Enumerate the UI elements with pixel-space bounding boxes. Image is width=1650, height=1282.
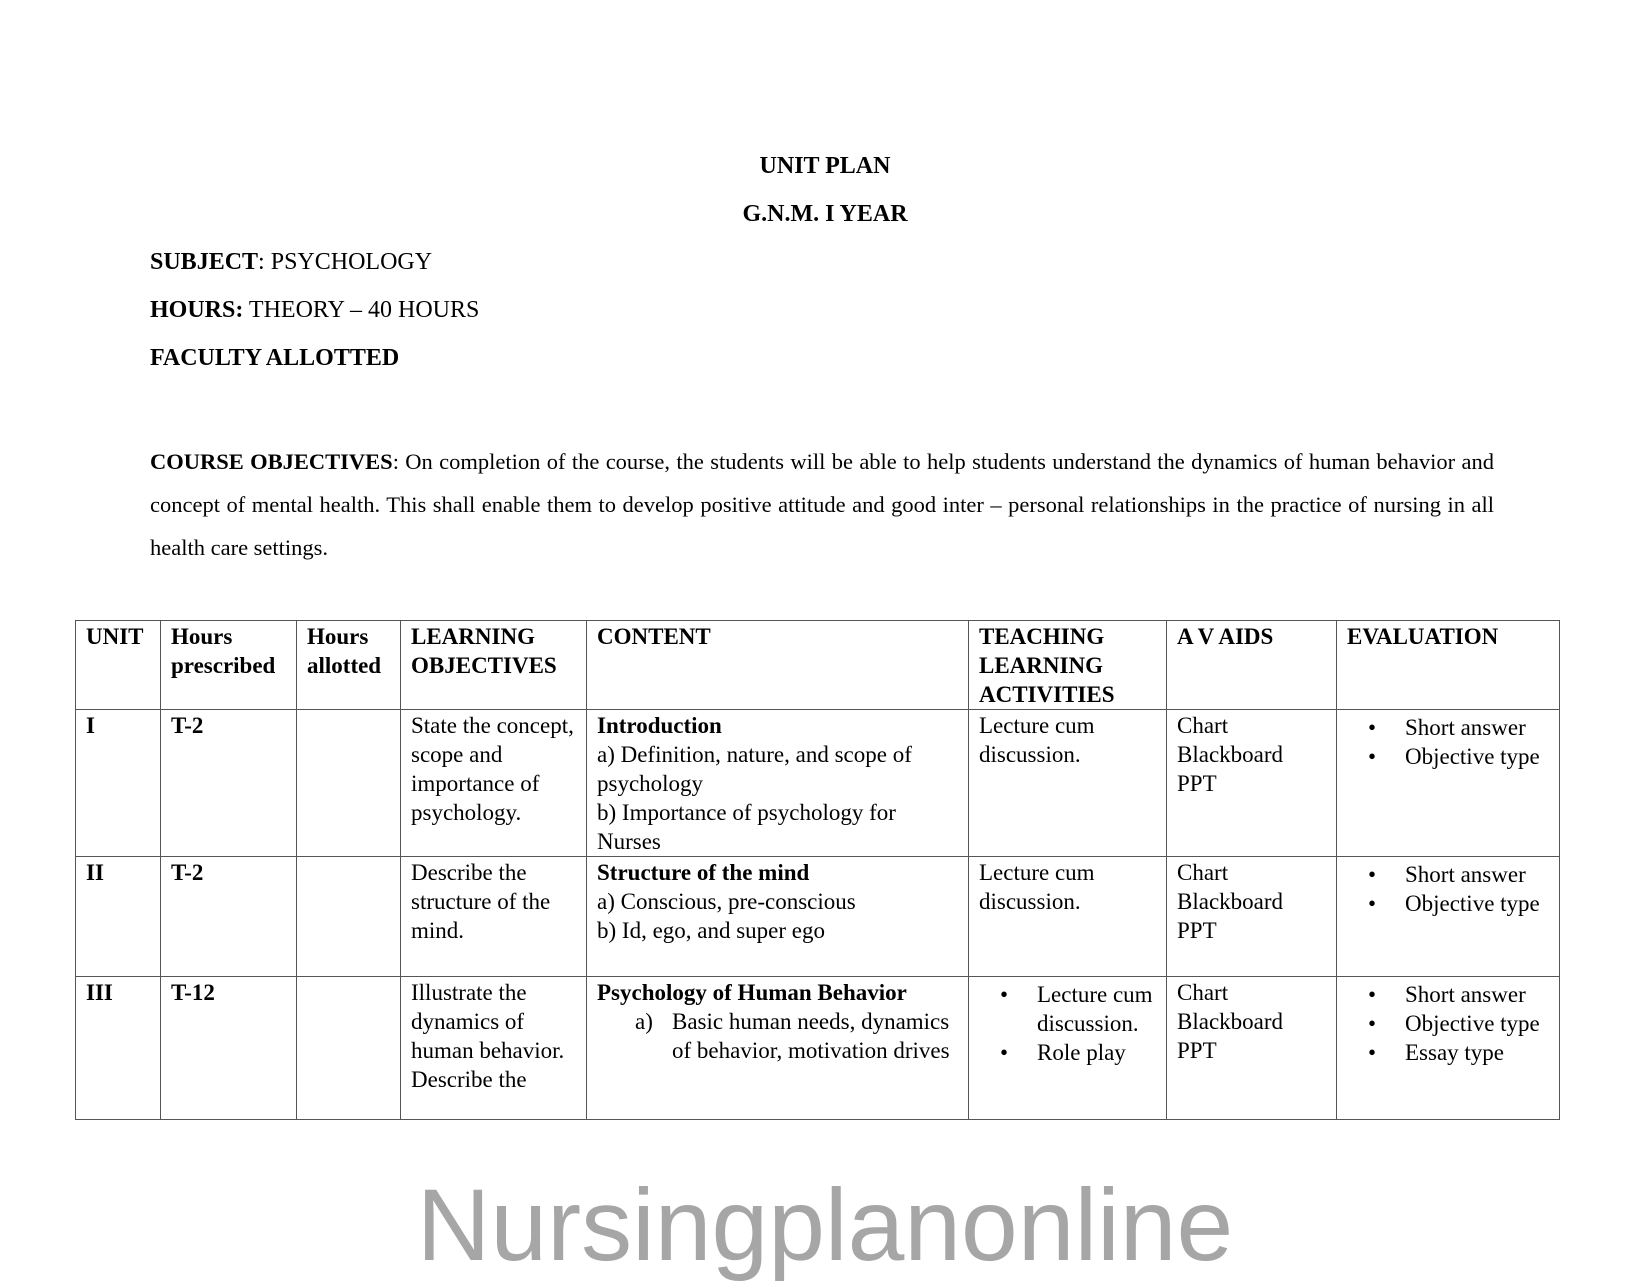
- evaluation-item: • Objective type: [1405, 1009, 1549, 1038]
- content-heading: Psychology of Human Behavior: [597, 980, 907, 1005]
- av-aids-cell: [1167, 710, 1337, 857]
- header-teaching-activities: TEACHING LEARNING ACTIVITIES: [969, 621, 1167, 710]
- evaluation-item: • Short answer: [1405, 980, 1549, 1009]
- av-aid: Blackboard: [1177, 1009, 1284, 1034]
- header-evaluation: EVALUATION: [1337, 621, 1560, 710]
- content-cell: [587, 977, 969, 1120]
- evaluation-list: [1347, 713, 1549, 771]
- teaching-activities-list: [979, 980, 1156, 1067]
- watermark: Nursingplanonline: [416, 1168, 1234, 1282]
- teaching-activity: • Role play: [1037, 1038, 1156, 1067]
- content-line: b) Importance of psychology for Nurses: [597, 800, 896, 854]
- av-aid: PPT: [1177, 771, 1217, 796]
- content-list: [597, 1007, 958, 1065]
- content-heading: Structure of the mind: [597, 860, 810, 885]
- content-list-marker: a): [635, 1009, 653, 1034]
- content-cell: [587, 710, 969, 857]
- hours-allotted-cell: [297, 977, 401, 1120]
- subject-value: : PSYCHOLOGY: [258, 249, 433, 275]
- subject-label: SUBJECT: [150, 249, 259, 275]
- hours-label: HOURS:: [150, 297, 244, 323]
- av-aid: PPT: [1177, 1038, 1217, 1063]
- av-aid: PPT: [1177, 918, 1217, 943]
- evaluation-cell: [1337, 710, 1560, 857]
- teaching-activity: • Lecture cum discussion.: [1037, 980, 1156, 1038]
- hours-allotted-cell: [297, 857, 401, 977]
- unit-cell: I: [76, 710, 161, 857]
- header-hours-allotted: Hours allotted: [297, 621, 401, 710]
- learning-objectives-cell: Describe the structure of the mind.: [401, 857, 587, 977]
- header-unit: UNIT: [76, 621, 161, 710]
- table-header-row: [76, 621, 1560, 710]
- teaching-activity: Lecture cum discussion.: [979, 860, 1095, 914]
- hours-prescribed-cell: T-2: [161, 857, 297, 977]
- content-cell: [587, 857, 969, 977]
- content-line: a) Definition, nature, and scope of psychology: [597, 742, 912, 796]
- evaluation-item: • Essay type: [1405, 1038, 1549, 1067]
- faculty-line: [150, 344, 399, 372]
- teaching-activities-cell: [969, 977, 1167, 1120]
- content-heading: Introduction: [597, 713, 722, 738]
- evaluation-item: • Objective type: [1405, 742, 1549, 771]
- page-title: UNIT PLAN: [759, 153, 891, 179]
- unit-plan-table: [75, 620, 1560, 1120]
- hours-prescribed-cell: T-12: [161, 977, 297, 1120]
- evaluation-item: • Objective type: [1405, 889, 1549, 918]
- av-aid: Chart: [1177, 980, 1229, 1005]
- evaluation-list: [1347, 860, 1549, 918]
- header-av-aids: A V AIDS: [1167, 621, 1337, 710]
- teaching-activities-cell: [969, 710, 1167, 857]
- learning-objectives-cell: [401, 977, 587, 1120]
- hours-allotted-cell: [297, 710, 401, 857]
- teaching-activity: Lecture cum discussion.: [979, 713, 1095, 767]
- faculty-label: FACULTY ALLOTTED: [150, 345, 400, 371]
- hours-line: [150, 296, 479, 324]
- header-learning-objectives: LEARNING OBJECTIVES: [401, 621, 587, 710]
- evaluation-item: • Short answer: [1405, 713, 1549, 742]
- av-aid: Blackboard: [1177, 742, 1284, 767]
- av-aid: Chart: [1177, 713, 1229, 738]
- table-row: [76, 977, 1560, 1120]
- unit-cell: III: [76, 977, 161, 1120]
- content-line: b) Id, ego, and super ego: [597, 918, 826, 943]
- course-objectives: [150, 440, 1494, 569]
- av-aids-cell: [1167, 857, 1337, 977]
- hours-prescribed-cell: T-2: [161, 710, 297, 857]
- unit-cell: II: [76, 857, 161, 977]
- learning-objectives-text: Illustrate the dynamics of human behavior. Describe the: [411, 980, 565, 1092]
- content-line: a) Conscious, pre-conscious: [597, 889, 856, 914]
- av-aid: Chart: [1177, 860, 1229, 885]
- course-objectives-text: : On completion of the course, the students will be able to help students understand the dynamics of human behavior and concept of mental health. This shall enable them to develop positive attitude and good inter – personal relationships in the practice of nursing in all health care settings.: [150, 449, 1494, 560]
- content-list-text: Basic human needs, dynamics of behavior, motivation drives: [672, 1009, 950, 1063]
- hours-value: THEORY – 40 HOURS: [243, 297, 480, 323]
- av-aids-cell: [1167, 977, 1337, 1120]
- evaluation-cell: [1337, 977, 1560, 1120]
- content-list-item: [635, 1007, 958, 1065]
- evaluation-cell: [1337, 857, 1560, 977]
- subject-line: [150, 248, 432, 276]
- header-hours-prescribed: Hours prescribed: [161, 621, 297, 710]
- header-content: CONTENT: [587, 621, 969, 710]
- learning-objectives-cell: State the concept, scope and importance of psychology.: [401, 710, 587, 857]
- av-aid: Blackboard: [1177, 889, 1284, 914]
- page-subtitle: G.N.M. I YEAR: [742, 201, 908, 227]
- teaching-activities-cell: [969, 857, 1167, 977]
- table-row: [76, 857, 1560, 977]
- evaluation-item: • Short answer: [1405, 860, 1549, 889]
- evaluation-list: [1347, 980, 1549, 1067]
- table-row: [76, 710, 1560, 857]
- course-objectives-label: COURSE OBJECTIVES: [150, 449, 393, 474]
